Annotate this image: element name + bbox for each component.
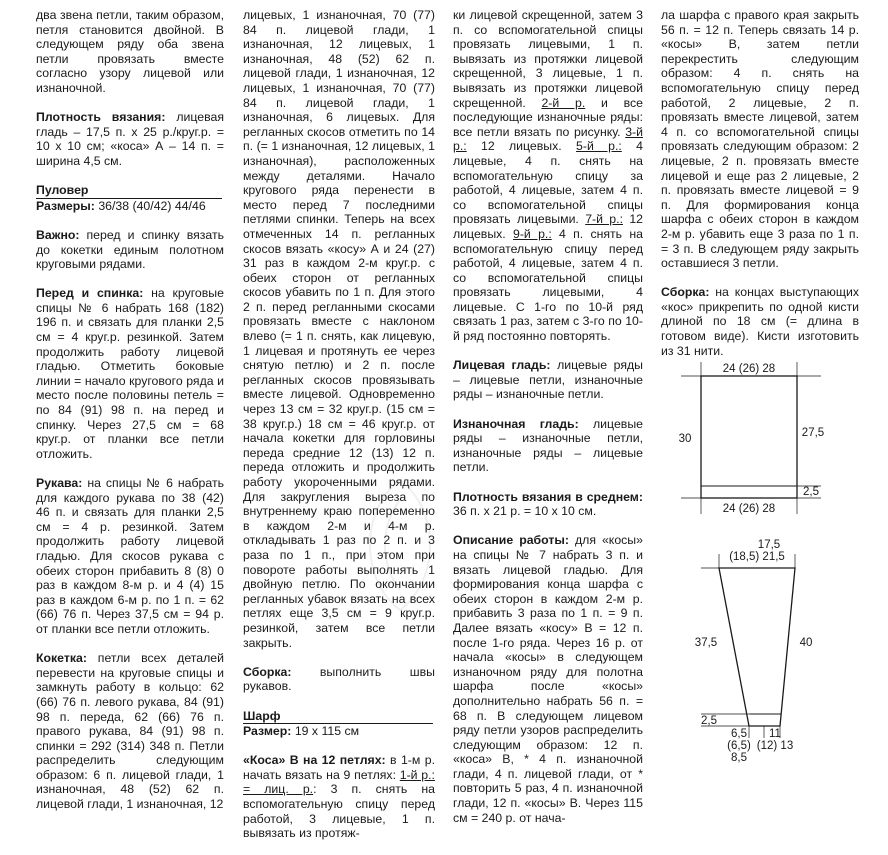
cable-rows-text-e: 12 лицевых. [453,212,643,241]
scarf-size-paragraph [243,724,435,739]
column-2 [243,8,435,855]
important-text: перед и спинку вязать до кокетки единым полотном круговыми рядами. [36,227,224,272]
scarf-size-text: 19 х 115 см [294,724,360,739]
scarf-heading [243,709,435,725]
yoke-paragraph [36,651,224,812]
cable-rows-text-c: 12 лицевых. [481,139,562,154]
sleeve-top-width-b: (18,5) 21,5 [729,551,785,563]
sleeve-bottom-right-a: 11 [769,728,781,740]
column-1 [36,8,224,826]
cable-row-5-label: 5-й р.: [576,139,622,154]
pullover-assembly-text: выполнить швы рукавов. [243,664,435,694]
density-text: лицевая гладь – 17,5 п. х 25 р./круг.р. = 10 х 10 см; «коса» А – 14 п. = ширина 4,5 см. [36,110,224,168]
column-3 [453,8,643,840]
body-left-height-label: 30 [678,433,692,445]
sleeve-bottom-left-a: 6,5 [731,728,747,740]
body-schematic [661,358,861,518]
pullover-assembly-title: Сборка: [243,664,292,679]
work-description-title: Описание работы: [453,533,569,548]
sizes-paragraph [36,199,224,214]
body-rib-height-label: 2,5 [803,486,819,498]
scarf-end-paragraph: ла шарфа с правого края закрыть 56 п. = 12 п. Теперь связать 14 р. «косы» В, затем петли перекрестить следующим образом: 4 п. снять на вспомогательную спицу перед работой, 2 лицевые, 2 п. провязать вместе лицевой, затем 4 п. со вспомогательной спицы провязать следующим образом: 2 лицевые, 2 п. провязать вместе лицевой и еще раз 2 лицевые, 2 п. провязать вместе лицевой = 9 п. Для формирования конца шарфа с обеих сторон в каждом 2-м р. убавить еще 3 раза по 1 п. = 3 п. В следующем ряду закрыть оставшиеся 3 петли. [661,8,859,271]
sleeve-schematic [661,536,861,778]
important-paragraph [36,228,224,272]
cable-rows-paragraph [453,8,643,344]
reverse-stockinette-title: Изнаночная гладь: [453,416,579,431]
pullover-heading [36,183,224,199]
average-density-text: 36 п. х 21 р. = 10 х 10 см. [453,504,597,519]
sleeves-title: Рукава: [36,476,83,490]
body-schematic-svg [661,358,861,518]
density-paragraph [36,110,224,168]
work-description-text: для «косы» на спицы № 7 набрать 3 п. и вязать лицевой гладью. Для формирования конца шарфа с обеих сторон в каждом 2-м р. прибавить 3 раза по 1 п. = 9 п. Далее вязать «косу» В = 12 п. после 1-го ряда. Через 16 р. от начала «косы» в следующем изнаночном ряду для полотна шарфа после «косы» дополнительно набрать 56 п. = 68 п. В следующем лицевом ряду петли узоров распределить следующим образом: 12 п. «коса» В, * 4 п. изнаночной глади, 4 п. лицевой глади, от * повторить 5 раз, 4 п. изнаночной глади, 12 п. «косы» В. Через 115 см = 240 р. от нача- [453,533,643,825]
sleeves-text: на спицы № 6 набрать для каждого рукава по 38 (42) 46 п. и связать для планки 2,5 см = 4 р. резинкой. Затем продолжить работу лицевой гладью. Для скосов рукава с обеих сторон прибавить 8 (8) 0 раз в каждом 8-м р. и 4 (4) 15 раз в каждом 6-м р. по 1 п. = 62 (66) 76 п. Через 37,5 см = 94 р. от планки все петли отложить. [36,476,224,636]
column-4 [661,8,859,373]
sleeve-bottom-left-b: (6,5) [727,740,751,752]
yoke-title: Кокетка: [36,651,87,666]
reverse-stockinette-text: лицевые ряды – изнаночные петли, изнаночные ряды – лицевые петли. [453,416,643,475]
cable-row-2-label: 2-й р. [541,95,586,110]
cable-rows-text-a: ки лицевой скрещенной, затем 3 п. со вспомогательной спицы провязать лицевыми, 1 п. вывязать из протяжки лицевой скрещенной, 3 лицевые, 1 п. вывязать из протяжки лицевой скрещенной. [453,8,643,110]
scarf-assembly-title: Сборка: [661,285,710,300]
watermark-image [340,470,460,620]
cable-row-9-label: 9-й р.: [513,226,552,241]
front-back-text: на круговые спицы № 6 набрать 168 (182) 196 п. и связать для планки 2,5 см = 4 круг.р. резинкой. Затем продолжить работу лицевой гладью. Отметить боковые линии = начало кругового ряда и место после половины петель = по 84 (91) 98 п. на перед и спинку. Через 27,5 см = 68 круг.р. от планки все петли отложить. [36,286,224,461]
body-outline [701,376,797,498]
scarf-size-title: Размер: [243,724,292,739]
cable-rows-text-d: 4 лицевые, 4 п. снять на вспомогательную спицу за работой, 4 лицевые, затем 4 п. со вспомогательной спицы провязать лицевыми. [453,139,643,227]
sleeve-rib-height-label: 2,5 [701,715,717,727]
work-description-paragraph [453,533,643,825]
front-back-paragraph [36,286,224,461]
body-bottom-width-label: 24 (26) 28 [722,503,776,515]
sleeve-bottom-right-b: (12) 13 [756,740,794,752]
scarf-assembly-paragraph [661,285,859,358]
yoke-text: петли всех деталей перевести на круговые спицы и замкнуть работу в кольцо: 62 (66) 76 п. левого рукава, 84 (91) 98 п. переда, 62 (66) 76 п. правого рукава, 84 (91) 98 п. спинки = 292 (314) 348 п. Петли распределить следующим образом: 6 п. лицевой глади, 1 изнаночная, 48 (52) 62 п. лицевой глади, 1 изнаночная, 12 [36,651,224,812]
stockinette-title: Лицевая гладь: [453,358,551,373]
density-title: Плотность вязания: [36,110,166,125]
intro-paragraph: два звена петли, таким образом, петля становится двойной. В следующем ряду оба звена петли провязать вместе согласно узору лицевой или изнаночной. [36,8,224,95]
average-density-title: Плотность вязания в среднем: [453,489,643,504]
sleeve-schematic-svg [661,536,861,778]
stockinette-text: лицевые ряды – лицевые петли, изнаночные ряды – изнаночные петли. [453,358,643,402]
pullover-assembly-paragraph [243,665,435,694]
cable-row-1-label: 1-й р.: = лиц. р. [243,767,435,797]
cable-b-paragraph [243,753,435,841]
sleeve-top-width-a: 17,5 [757,539,781,551]
yoke-continued-paragraph: лицевых, 1 изнаночная, 70 (77) 84 п. лицевой глади, 1 изнаночная, 12 лицевых, 1 изнаночная, 48 (52) 62 п. лицевой глади, 1 изнаночная, 12 лицевых, 1 изнаночная, 70 (77) 84 п. лицевой глади, 1 изнаночная, 6 лицевых. Для регланных скосов отметить по 14 п. (= 1 изнаночная, 12 лицевых, 1 изнаночная), расположенных между деталями. Начало кругового ряда перенести в место перед 7 последними петлями спинки. Теперь на всех отмеченных 14 п. регланных скосов вязать «косу» А и 24 (27) 31 раз в каждом 2-м круг.р. с обеих сторон от регланных скосов убавить по 1 п. Для этого 2 п. перед регланными скосами провязать вместе с наклоном влево (= 1 п. снять, как лицевую, 1 лицевая и протянуть ее через снятую петлю) и 2 п. после регланных скосов провязывать вместе лицевой. Одновременно через 13 см = 32 круг.р. (15 см = 38 круг.р.) 18 см = 46 круг.р. от начала кокетки для горловины переда средние 12 (13) 12 п. переда отложить и продолжить работу укороченными рядами. Для закругления выреза по внутреннему краю попеременно в каждом 2-м и 4-м р. откладывать 1 раз по 2 п. и 3 раза по 1 п., при этом при повороте работы выполнять 1 двойную петлю. По окончании регланных убавок вязать на всех петлях еще 3,5 см = 9 круг.р. резинкой, затем все петли закрыть. [243,8,435,650]
cable-row-7-label: 7-й р.: [585,212,623,227]
sleeve-outline [719,568,795,726]
body-top-width-label: 24 (26) 28 [722,363,776,375]
sleeve-right-height-label: 40 [799,637,813,649]
cable-b-text-b: : 3 п. снять на вспомогательную спицу перед работой, 3 лицевые, 1 п. вывязать из протяж- [243,782,435,841]
stockinette-paragraph [453,358,643,402]
body-right-height-label: 27,5 [801,427,825,439]
cable-b-title: «Коса» В на 12 петлях: [243,753,386,768]
average-density-paragraph [453,490,643,519]
cable-rows-text-b: и все последующие изнаночные ряды: все петли вязать по рисунку. [453,95,643,139]
sleeve-left-height-label: 37,5 [694,637,718,649]
reverse-stockinette-paragraph [453,417,643,475]
cable-b-text-a: в 1-м р. начать вязать на 9 петлях: [243,753,435,782]
sleeve-bottom-left-c: 8,5 [731,752,747,764]
front-back-title: Перед и спинка: [36,286,144,301]
cable-row-3-label: 3-й р.: [453,124,643,154]
sleeves-paragraph [36,476,224,637]
sizes-text: 36/38 (40/42) 44/46 [98,198,206,213]
cable-rows-text-f: 4 п. снять на вспомогательную спицу перед работой, 4 лицевые, затем 4 п. со вспомогательной спицы провязать лицевыми, 4 лицевые. С 1-го по 10-й ряд связать 1 раз, затем с 3-го по 10-й ряд постоянно повторять. [453,226,643,344]
important-title: Важно: [36,227,80,242]
sizes-title: Размеры: [36,198,95,213]
scarf-title: Шарф [243,709,433,725]
scarf-assembly-text: на концах выступающих «кос» прикрепить по одной кисти длиной по 18 см (= длина в готовом виде). Кисти изготовить из 31 нити. [661,285,860,358]
pullover-title: Пуловер [36,183,222,199]
